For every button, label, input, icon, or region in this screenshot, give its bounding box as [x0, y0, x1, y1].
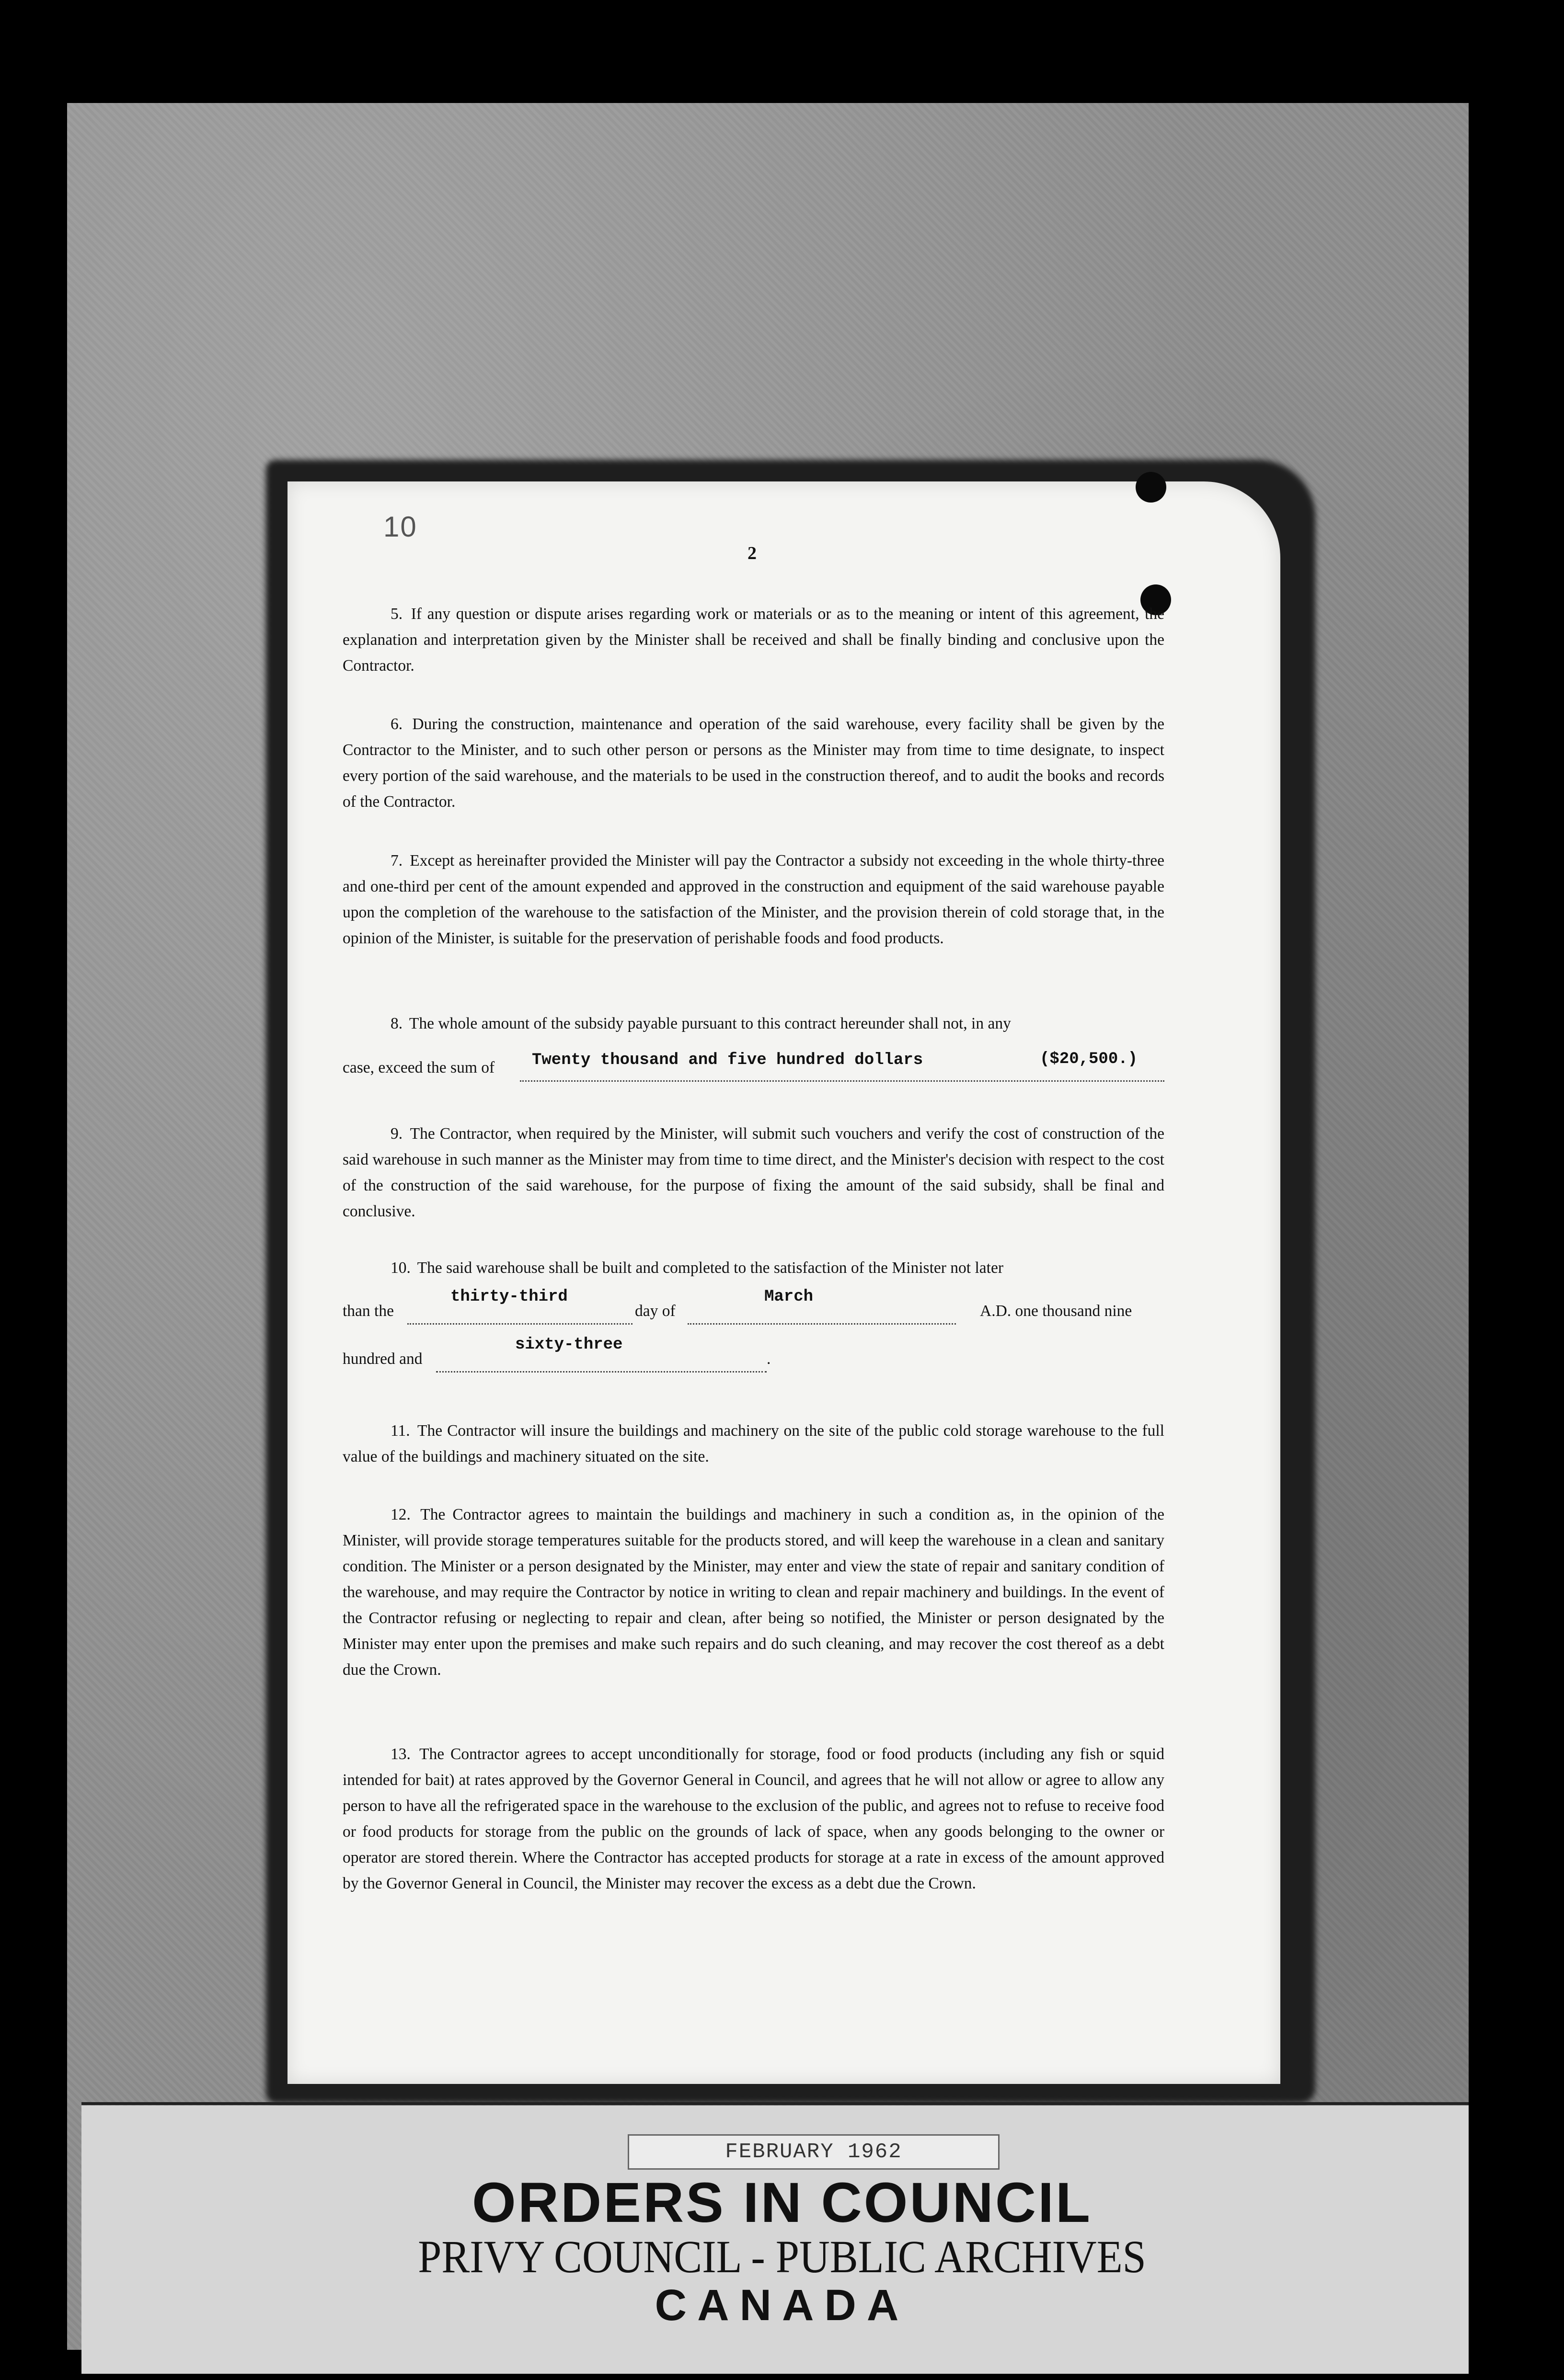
clause-number: 11.: [391, 1422, 410, 1440]
pencil-page-number: 10: [383, 511, 417, 543]
clause-10-date-line: [343, 1288, 1164, 1327]
year-period: .: [767, 1350, 771, 1368]
typed-day: thirty-third: [450, 1288, 568, 1306]
punch-hole-top: [1136, 472, 1166, 503]
typed-sum-amount: ($20,500.): [1040, 1050, 1138, 1068]
clause-12: [343, 1502, 1164, 1683]
dotted-line: [688, 1323, 956, 1325]
clause-5: [343, 601, 1164, 679]
clause-text: Except as hereinafter provided the Minister will pay the Contractor a subsidy not exceeding in the whole thirty-three and one-third per cent of the amount expended and approved in the construction and equipment of the said warehouse payable upon the completion of the warehouse to the satisfaction of the Minister, and the provision therein of cold storage that, in the opinion of the Minister, is suitable for the preservation of perishable foods and food products.: [343, 852, 1165, 947]
footer-divider: [81, 2102, 1469, 2105]
typed-year: sixty-three: [515, 1336, 623, 1354]
sum-prefix: case, exceed the sum of: [343, 1059, 495, 1076]
dotted-line: [407, 1323, 632, 1325]
page-number: 2: [748, 543, 757, 563]
clause-6: [343, 711, 1164, 815]
clause-number: 13.: [391, 1745, 411, 1763]
archive-subtitle: PRIVY COUNCIL - PUBLIC ARCHIVES: [418, 2231, 1146, 2282]
clause-number: 9.: [391, 1125, 403, 1143]
dotted-line: [436, 1371, 767, 1373]
clause-11: [343, 1418, 1164, 1470]
clause-number: 6.: [391, 715, 403, 733]
clause-number: 5.: [391, 605, 403, 623]
clause-text: The Contractor will insure the buildings and machinery on the site of the public cold storage warehouse to the full value of the buildings and machinery situated on the site.: [343, 1422, 1164, 1465]
clause-number: 12.: [391, 1506, 411, 1523]
clause-text: The Contractor agrees to accept unconditionally for storage, food or food products (including any fish or squid intended for bait) at rates approved by the Governor General in Council, and agrees that he will not allow or agree to allow any person to have all the refrigerated space in the warehouse to the exclusion of the public, and agrees not to refuse to receive food or food products for storage from the public on the grounds of lack of space, when any goods belonging to the owner or operator are stored therein. Where the Contractor has accepted products for storage at a rate in excess of the amount approved by the Governor General in Council, the Minister may recover the excess as a debt due the Crown.: [343, 1745, 1164, 1892]
clause-text: The Contractor agrees to maintain the buildings and machinery in such a condition as, in the opinion of the Minister, will provide storage temperatures suitable for the products stored, and will keep the warehouse in a clean and sanitary condition. The Minister or a person designated by the Minister, may enter and view the state of repair and sanitary condition of the warehouse, and may require the Contractor by notice in writing to clean and repair machinery and buildings. In the event of the Contractor refusing or neglecting to repair and clean, after being so notified, the Minister or person designated by the Minister may enter upon the premises and make such repairs and do such cleaning, and may recover the cost thereof as a debt due the Crown.: [343, 1506, 1164, 1679]
than-the-label: than the: [343, 1302, 394, 1320]
clause-text: The said warehouse shall be built and completed to the satisfaction of the Minister not later: [417, 1259, 1003, 1277]
clause-13: [343, 1741, 1164, 1897]
archive-country: CANADA: [655, 2281, 909, 2330]
clause-8: [343, 1011, 1164, 1037]
clause-10-year-line: [343, 1336, 1164, 1375]
clause-number: 10.: [391, 1259, 411, 1277]
clause-text: The whole amount of the subsidy payable pursuant to this contract hereunder shall not, in any: [409, 1015, 1011, 1032]
clause-text: If any question or dispute arises regarding work or materials or as to the meaning or intent of this agreement, the explanation and interpretation given by the Minister shall be received and shall be finally binding and conclusive upon the Contractor.: [343, 605, 1164, 675]
dotted-line: [520, 1080, 1164, 1082]
clause-10: [343, 1255, 1164, 1281]
clause-text: During the construction, maintenance and operation of the said warehouse, every facility shall be given by the Contractor to the Minister, and to such other person or persons as the Minister may from time to time designate, to inspect every portion of the said warehouse, and the materials to be used in the construction thereof, and to audit the books and records of the Contractor.: [343, 715, 1164, 811]
hundred-and-label: hundred and: [343, 1350, 423, 1368]
day-of-label: day of: [635, 1302, 676, 1320]
typed-sum-words: Twenty thousand and five hundred dollars: [532, 1051, 923, 1069]
clause-8-fill-line: [343, 1050, 1164, 1083]
ad-label: A.D. one thousand nine: [980, 1302, 1132, 1320]
clause-number: 8.: [391, 1015, 403, 1032]
clause-number: 7.: [391, 852, 403, 870]
document-page: [288, 481, 1280, 2084]
clause-text: The Contractor, when required by the Minister, will submit such vouchers and verify the cost of construction of the said warehouse in such manner as the Minister may from time to time direct, and the Minister's decision with respect to the cost of the construction of the said warehouse, for the purpose of fixing the amount of the said subsidy, shall be final and conclusive.: [343, 1125, 1164, 1220]
archive-title: ORDERS IN COUNCIL: [472, 2171, 1092, 2234]
typed-month: March: [764, 1288, 814, 1306]
clause-7: [343, 848, 1164, 951]
clause-9: [343, 1121, 1164, 1224]
date-stamp: FEBRUARY 1962: [628, 2134, 1000, 2170]
